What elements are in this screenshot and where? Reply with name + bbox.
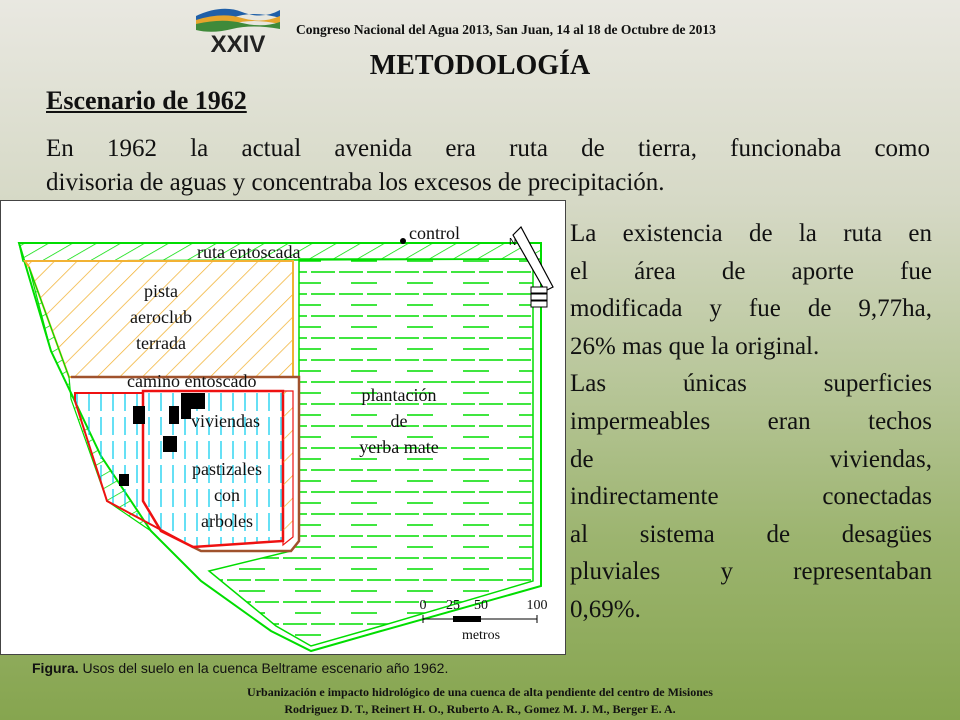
house-2 [169,406,179,424]
scale-tick-50: 50 [474,598,488,613]
house-3 [181,393,191,419]
label-grassland-1: pastizales [192,459,262,479]
side-line-9: al sistema de desagües [570,520,932,548]
house-4 [191,393,205,409]
side-line-5: Las únicas superficies [570,370,932,398]
house-6 [119,474,129,486]
scale-segment [453,616,481,622]
side-line-3: modificada y fue de 9,77ha, [570,295,932,323]
side-line-6: impermeables eran techos [570,407,932,435]
side-line-2: el área de aporte fue [570,257,932,285]
side-line-1: La existencia de la ruta en [570,220,932,247]
scale-tick-0: 0 [419,598,427,613]
intro-line-2: divisoria de aguas y concentraba los excesos de precipitación. [46,169,665,196]
land-use-map [0,200,566,655]
label-plantation-1: plantación [361,385,437,405]
scale-tick-25: 25 [446,598,460,613]
side-line-8: indirectamente conectadas [570,483,932,511]
section-title: METODOLOGÍA [369,50,591,81]
north-label: N [509,237,517,248]
scale-unit: metros [461,628,501,643]
caption-prefix: Figura. [32,660,79,676]
intro-line-1: En 1962 la actual avenida era ruta de tierra, funcionaba como [46,135,930,162]
side-line-7: de viviendas, [570,445,932,473]
caption-text: Usos del suelo en la cuenca Beltrame escenario año 1962. [78,660,449,676]
label-control: control [409,223,460,243]
side-line-11: 0,69%. [570,595,641,623]
congress-header: Congreso Nacional del Agua 2013, San Juan, 14 al 18 de Octubre de 2013 [296,22,716,37]
footer-authors: Rodriguez D. T., Reinert H. O., Ruberto A. R., Gomez M. J. M., Berger E. A. [284,702,676,716]
footer [0,684,960,718]
scale-tick-100: 100 [526,598,548,613]
label-grassland-3: arboles [201,511,253,531]
footer-title: Urbanización e impacto hidrológico de una cuenca de alta pendiente del centro de Misiones [247,685,713,699]
label-plantation-2: de [390,411,408,431]
side-line-4: 26% mas que la original. [570,332,820,360]
label-plantation-3: yerba mate [359,437,439,457]
label-housing: viviendas [191,411,260,431]
label-airstrip-2: aeroclub [130,307,192,327]
side-line-10: pluviales y representaban [570,558,932,586]
house-1 [133,406,145,424]
figure-caption [32,660,448,676]
intro-paragraph [46,132,930,200]
control-point [400,238,406,244]
scenario-title: Escenario de 1962 [46,86,247,115]
logo-text: XXIV [210,31,266,56]
label-airstrip-3: terrada [136,333,186,353]
label-airstrip-1: pista [144,281,178,301]
land-use-map-svg [1,201,565,654]
label-route: ruta entoscada [197,242,301,262]
label-grassland-2: con [214,485,240,505]
label-dirt-road: camino entoscado [127,371,257,391]
housing-edge [283,391,293,545]
side-paragraph [570,215,932,629]
congress-logo [192,2,284,56]
house-5 [163,436,177,452]
